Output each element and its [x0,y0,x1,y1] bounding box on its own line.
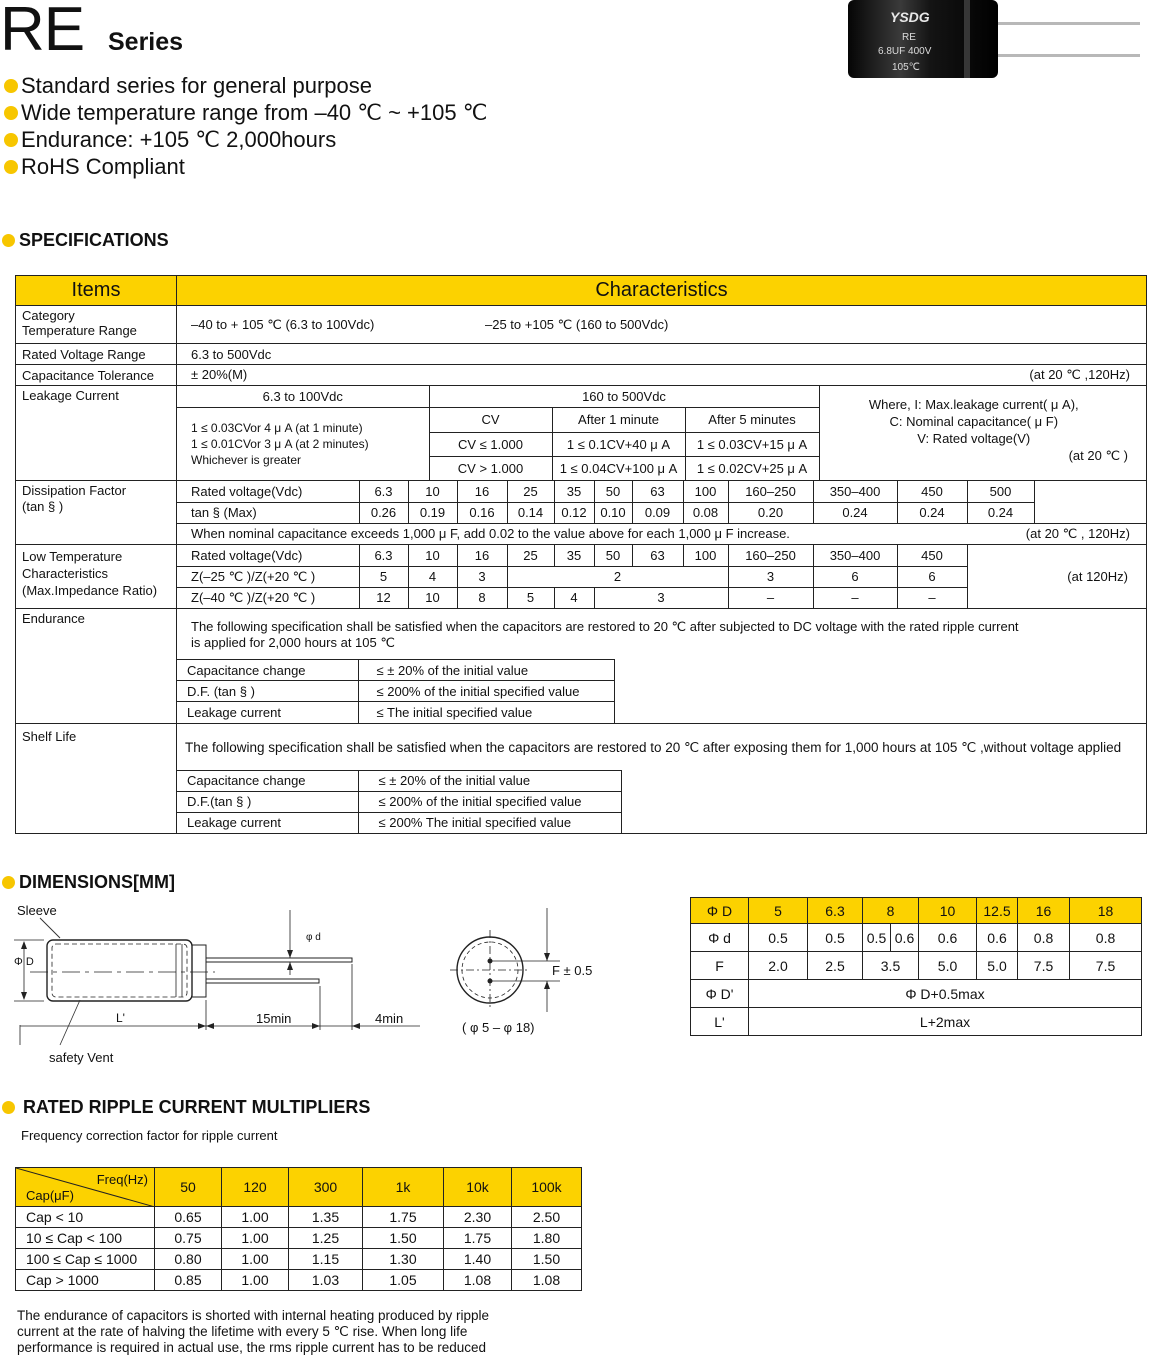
dissipation-subtable: Rated voltage(Vdc) 6.3 10 16 25 35 50 63 100 160–250 350–400 450 500 tan § (Max) 0.26 0.19 0.16 0.14 0.12 0.10 0.09 0.08 0.20 0.24 0.24 0.24 [177,481,1146,523]
shelf-life-subtable: Capacitance change ≤ ± 20% of the initial value D.F.(tan § ) ≤ 200% of the initial specified value Leakage current ≤ 200% The initial specified value [177,770,622,834]
photo-brand: YSDG [890,9,930,25]
ripple-corner-cell: Freq(Hz) Cap(μF) [16,1168,155,1207]
characteristics-header: Characteristics [177,276,1147,306]
spec-row-category-temp: Category Temperature Range –40 to + 105 ℃ (6.3 to 100Vdc) –25 to +105 ℃ (160 to 500Vdc) [16,306,1147,344]
spec-row-dissipation: Dissipation Factor (tan § ) Rated voltage(Vdc) 6.3 10 16 25 35 50 63 100 160–250 350–400 450 500 tan § (Max) 0.26 0.19 0.16 0.14 0.12 0.10 0.09 0.08 0.20 0.24 0.24 0.24 When nominal capacitance exceeds 1,000 μ F, add 0.02 to the value above for each 1,000 μ F increase. (at 20 ℃ , 120Hz) [16,481,1147,545]
feature-list [4,72,487,180]
ripple-row: Cap < 10 0.65 1.00 1.35 1.75 2.30 2.50 [16,1207,582,1228]
dim-row-F: F 2.0 2.5 3.5 5.0 5.0 7.5 7.5 [691,952,1142,980]
bullet-icon [4,79,18,93]
low-temp-subtable: Rated voltage(Vdc) 6.3 10 16 25 35 50 63 100 160–250 350–400 450 (at 120Hz) Z(–25 ℃ )/Z(+20 ℃ ) 5 4 3 2 3 6 6 Z(–40 ℃ )/Z(+20 ℃ ) 12 10 8 5 4 3 – – – [177,545,1146,608]
dimensions-table [690,897,1142,1036]
length-15min-label: 15min [256,1011,292,1026]
F-tolerance-label: F ± 0.5 [552,963,593,978]
svg-text:6.8UF 400V: 6.8UF 400V [878,46,932,57]
leakage-subtable: 6.3 to 100Vdc 160 to 500Vdc Where, I: Max.leakage current( μ A), C: Nominal capacitance( μ F) V: Rated voltage(V) (at 20 ℃ ) 1 ≤ 0.03CVor 4 μ A (at 1 minute) 1 ≤ 0.01CVor 3 μ A (at 2 minutes) Whichever is greater CV After 1 minute After 5 minutes CV ≤ 1.000 1 ≤ 0.1CV+40 μ A 1 ≤ 0.03CV+15 μ A CV > 1.000 1 ≤ 0.04CV+100 μ A 1 ≤ 0.02CV+25 μ A [177,386,1146,480]
svg-text:105℃: 105℃ [892,62,920,73]
spec-row-endurance: Endurance The following specification shall be satisfied when the capacitors are restored to 20 ℃ after subjected to DC voltage with the rated ripple current is applied for 2,000 hours at 105 ℃ Capacitance change ≤ ± 20% of the initial value D.F. (tan § ) ≤ 200% of the initial specified value Leakage current ≤ The initial specified value [16,609,1147,724]
safety-vent-label: safety Vent [49,1050,114,1065]
bullet-icon [2,876,15,889]
bullet-icon [2,1101,15,1114]
lead-wire [990,54,1140,57]
bullet-icon [4,106,18,120]
spec-header-row [16,276,1147,306]
items-header: Items [16,276,177,306]
lead-wire [990,22,1140,25]
feature-item: Standard series for general purpose [4,72,487,99]
ripple-header-row: Freq(Hz) Cap(μF) 50 120 300 1k 10k 100k [16,1168,582,1207]
dimension-diagram [0,900,640,1070]
series-code: RE [0,0,85,64]
ripple-row: Cap > 1000 0.85 1.00 1.03 1.05 1.08 1.08 [16,1270,582,1291]
L-prime-label: L' [116,1011,125,1025]
ripple-note: The endurance of capacitors is shorted with internal heating produced by ripple current at the rate of halving the lifetime with every 5 ℃ rise. When long life performance is required in actual use, the rms ripple current has to be reduced [17,1308,490,1355]
ripple-row: 10 ≤ Cap < 100 0.75 1.00 1.25 1.50 1.75 1.80 [16,1228,582,1249]
dim-row-D-prime: Φ D' Φ D+0.5max [691,980,1142,1008]
specifications-heading: SPECIFICATIONS [2,230,169,251]
bullet-icon [4,133,18,147]
spec-row-shelf-life: Shelf Life The following specification shall be satisfied when the capacitors are restored to 20 ℃ after exposing them for 1,000 hours at 105 ℃ ,without voltage applied Capacitance change ≤ ± 20% of the initial value D.F.(tan § ) ≤ 200% of the initial specified value Leakage current ≤ 200% The initial specified value [16,723,1147,834]
ripple-row: 100 ≤ Cap ≤ 1000 0.80 1.00 1.15 1.30 1.40 1.50 [16,1249,582,1270]
endurance-subtable: Capacitance change ≤ ± 20% of the initial value D.F. (tan § ) ≤ 200% of the initial specified value Leakage current ≤ The initial specified value [177,659,615,723]
bullet-icon [4,160,18,174]
sleeve-label: Sleeve [17,903,57,918]
bullet-icon [2,234,15,247]
spec-row-cap-tolerance: Capacitance Tolerance ± 20%(M) (at 20 ℃ ,120Hz) [16,365,1147,386]
spec-row-leakage: Leakage Current 6.3 to 100Vdc 160 to 500Vdc Where, I: Max.leakage current( μ A), C: Nominal capacitance( μ F) V: Rated voltage(V) (at 20 ℃ ) 1 ≤ 0.03CVor 4 μ A (at 1 minute) 1 ≤ 0.01CVor 3 μ A (at 2 minutes) Whichever is greater CV After 1 minute After 5 minutes CV ≤ 1.000 1 ≤ 0.1CV+40 μ A 1 ≤ 0.03CV+15 μ A CV > 1.000 1 ≤ 0.04CV+100 μ A 1 ≤ 0.02CV+25 μ A [16,386,1147,481]
ripple-heading: RATED RIPPLE CURRENT MULTIPLIERS [2,1097,370,1118]
length-4min-label: 4min [375,1011,404,1026]
capacitor-outline [47,940,192,1001]
dimensions-heading: DIMENSIONS[MM] [2,872,175,893]
diameter-range-label: ( φ 5 – φ 18) [462,1020,535,1035]
svg-text:RE: RE [902,32,916,43]
phi-D-label: Φ D [14,956,34,968]
dim-row-D: Φ D 5 6.3 8 10 12.5 16 18 [691,898,1142,924]
dim-row-L-prime: L' L+2max [691,1008,1142,1036]
feature-item: Endurance: +105 ℃ 2,000hours [4,126,487,153]
feature-item: RoHS Compliant [4,153,487,180]
spec-row-low-temp: Low Temperature Characteristics (Max.Impedance Ratio) Rated voltage(Vdc) 6.3 10 16 25 35 50 63 100 160–250 350–400 450 (at 120Hz) Z(–25 ℃ )/Z(+20 ℃ ) 5 4 3 2 3 6 6 Z(–40 ℃ )/Z(+20 ℃ ) 12 10 8 5 4 3 – – – [16,545,1147,609]
series-word: Series [108,28,184,56]
ripple-subtitle: Frequency correction factor for ripple current [21,1128,278,1143]
phi-d-small-label: φ d [306,932,321,943]
specifications-table [15,275,1147,834]
spec-row-rated-voltage: Rated Voltage Range 6.3 to 500Vdc [16,344,1147,365]
ripple-table [15,1167,582,1291]
capacitor-product-image [840,0,1145,82]
dim-row-d: Φ d 0.5 0.5 0.5 0.6 0.6 0.6 0.8 0.8 [691,924,1142,952]
feature-item: Wide temperature range from –40 ℃ ~ +105 ℃ [4,99,487,126]
